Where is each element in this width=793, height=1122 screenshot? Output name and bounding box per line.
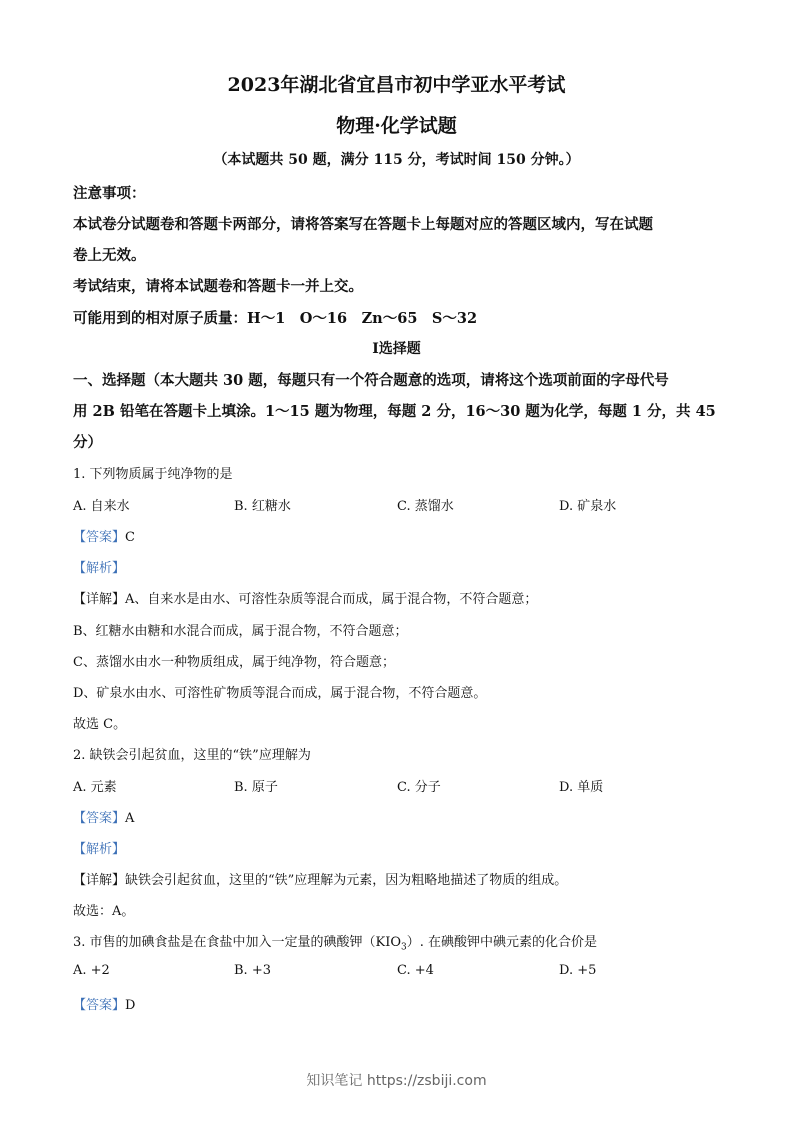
q2-option-b: B. 原子 — [234, 780, 278, 795]
q1-answer — [73, 526, 135, 545]
exam-subject: 物理·化学试题 — [336, 115, 457, 137]
q2-option-d: D. 单质 — [559, 780, 604, 795]
q3-option-b: B. +3 — [234, 963, 271, 978]
q3-option-a: A. +2 — [73, 963, 110, 978]
q3-stem-pre: 3. 市售的加碘食盐是在食盐中加入一定量的碘酸钾（KIO — [73, 935, 402, 950]
atomic-mass-line: 可能用到的相对原子质量：H～1 O～16 Zn～65 S～32 — [73, 310, 478, 327]
section-intro-2: 用 2B 铅笔在答题卡上填涂。1～15 题为物理，每题 2 分，16～30 题为化学，每题 1 分，共 45 — [73, 403, 716, 420]
section-title: Ⅰ选择题 — [372, 341, 421, 357]
notice-line-1: 本试卷分试题卷和答题卡两部分，请将答案写在答题卡上每题对应的答题区域内，写在试题 — [73, 216, 653, 233]
q1-conclusion: 故选 C。 — [73, 717, 127, 732]
detail-tag: 【详解】 — [73, 873, 126, 888]
answer-tag: 【答案】 — [73, 811, 126, 826]
footer-watermark: 知识笔记 https://zsbiji.com — [306, 1073, 487, 1089]
q2-conclusion: 故选：A。 — [73, 904, 135, 919]
detail-tag: 【详解】 — [73, 592, 126, 607]
q1-option-c: C. 蒸馏水 — [397, 499, 454, 514]
answer-tag: 【答案】 — [73, 998, 126, 1013]
notice-heading: 注意事项： — [73, 185, 146, 202]
q1-detail-2: B、红糖水由糖和水混合而成，属于混合物，不符合题意； — [73, 624, 408, 639]
answer-tag: 【答案】 — [73, 530, 126, 545]
q1-option-a: A. 自来水 — [73, 499, 130, 514]
notice-line-3: 考试结束，请将本试题卷和答题卡一并上交。 — [73, 278, 363, 295]
q2-analysis-tag: 【解析】 — [73, 842, 126, 857]
notice-line-2: 卷上无效。 — [73, 247, 146, 264]
q3-option-c: C. +4 — [397, 963, 434, 978]
q2-stem: 2. 缺铁会引起贫血，这里的“铁”应理解为 — [73, 748, 311, 763]
section-intro-3: 分） — [73, 434, 102, 451]
section-intro-1: 一、选择题（本大题共 30 题，每题只有一个符合题意的选项，请将这个选项前面的字母代号 — [73, 372, 669, 389]
exam-info: （本试题共 50 题，满分 115 分，考试时间 150 分钟。） — [213, 152, 580, 168]
q1-detail-4: D、矿泉水由水、可溶性矿物质等混合而成，属于混合物，不符合题意。 — [73, 686, 487, 701]
q1-answer-value: C — [125, 530, 135, 545]
q1-detail-3: C、蒸馏水由水一种物质组成，属于纯净物，符合题意； — [73, 655, 395, 670]
q3-stem-sub: 3 — [401, 942, 407, 953]
q2-detail-1 — [73, 869, 567, 888]
q3-answer-value: D — [125, 998, 136, 1013]
q1-stem: 1. 下列物质属于纯净物的是 — [73, 467, 233, 482]
q3-option-d: D. +5 — [559, 963, 597, 978]
q1-option-d: D. 矿泉水 — [559, 499, 617, 514]
q2-answer-value: A — [125, 811, 135, 826]
q2-option-a: A. 元素 — [73, 780, 117, 795]
q1-detail-1 — [73, 588, 537, 607]
q1-analysis-tag: 【解析】 — [73, 561, 126, 576]
q2-option-c: C. 分子 — [397, 780, 441, 795]
q1-detail-1-text: A、自来水是由水、可溶性杂质等混合而成，属于混合物，不符合题意； — [125, 592, 538, 607]
q3-stem — [73, 931, 597, 953]
q3-stem-post: ）. 在碘酸钾中碘元素的化合价是 — [406, 935, 598, 950]
exam-title: 2023年湖北省宜昌市初中学亚水平考试 — [227, 74, 566, 96]
q1-option-b: B. 红糖水 — [234, 499, 291, 514]
q2-detail-1-text: 缺铁会引起贫血，这里的“铁”应理解为元素，因为粗略地描述了物质的组成。 — [125, 873, 568, 888]
q2-answer — [73, 807, 134, 826]
q3-answer — [73, 994, 135, 1013]
